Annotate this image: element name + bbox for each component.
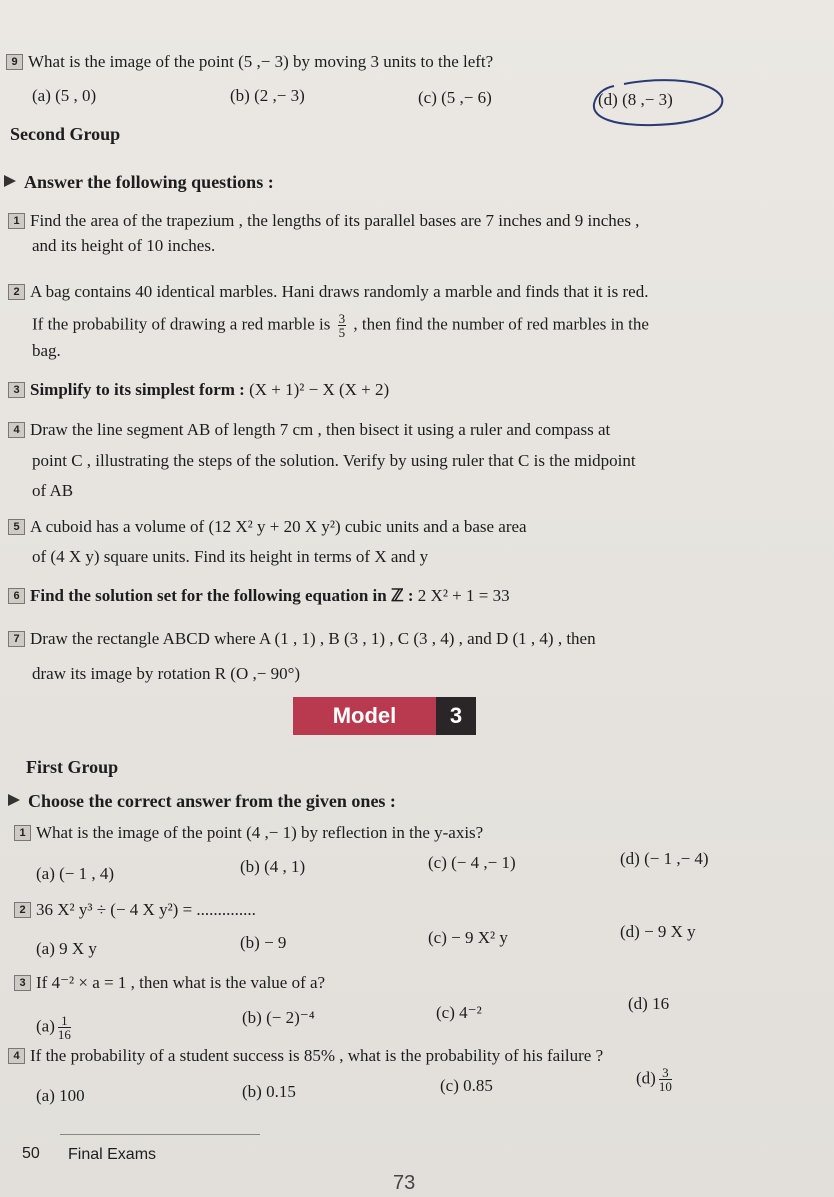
model-banner (293, 697, 476, 735)
question-text: A cuboid has a volume of (12 X² y + 20 X y²) cubic units and a base area (30, 517, 527, 536)
question-text: Draw the line segment AB of length 7 cm , then bisect it using a ruler and compass at (30, 420, 611, 439)
question-text: What is the image of the point (4 ,− 1) by reflection in the y-axis? (36, 823, 484, 842)
option-b: (b) 0.15 (242, 1082, 296, 1101)
question-9 (6, 52, 493, 72)
option-a: (a) $\frac{1}{16}$ (36, 1013, 71, 1042)
footer-divider (60, 1134, 260, 1135)
option-a: (a) (− 1 , 4) (36, 864, 115, 883)
question-text-cont: and its height of 10 inches. (32, 236, 216, 255)
question-text: If 4⁻² × a = 1 , then what is the value of a? (36, 973, 326, 992)
question-number: 2 (14, 902, 31, 918)
question-number: 5 (8, 519, 25, 535)
question-text-cont: If the probability of drawing a red marble is $\frac{3}{5}$ , then find the number of red marbles in the (32, 311, 649, 340)
bottom-page-number: 73 (393, 1172, 416, 1194)
arrow-icon (8, 794, 20, 806)
question-text: Draw the rectangle ABCD where A (1 , 1) , B (3 , 1) , C (3 , 4) , and D (1 , 4) , then (30, 629, 596, 648)
question-number: 1 (14, 825, 31, 841)
question-text-cont: point C , illustrating the steps of the solution. Verify by using ruler that C is the midpoint (32, 451, 636, 470)
question-text: Simplify to its simplest form : (30, 380, 245, 399)
option-a: (a) (5 , 0) (32, 86, 97, 105)
handwritten-circle-mark (584, 74, 729, 132)
question-text: If the probability of a student success is 85% , what is the probability of his failure ? (30, 1046, 604, 1065)
option-d: (d) 16 (628, 994, 670, 1013)
option-a: (a) 100 (36, 1086, 85, 1105)
question-f4 (8, 1046, 603, 1066)
question-number: 2 (8, 284, 25, 300)
section-heading: First Group (26, 757, 119, 777)
option-d: (d) − 9 X y (620, 922, 696, 941)
question-text: 36 X² y³ ÷ (− 4 X y²) = .............. (36, 900, 256, 919)
footer-page-number: 50 (22, 1145, 40, 1162)
model-label: Model (332, 703, 397, 728)
question-text: What is the image of the point (5 ,− 3) by moving 3 units to the left? (28, 52, 494, 71)
question-number: 4 (8, 422, 25, 438)
option-c: (c) (5 ,− 6) (418, 88, 492, 107)
question-s4 (8, 420, 610, 440)
option-b: (b) (4 , 1) (240, 857, 306, 876)
question-text-cont: of AB (32, 481, 74, 500)
section-heading: Second Group (10, 124, 121, 144)
question-s5 (8, 517, 527, 537)
option-b: (b) (2 ,− 3) (230, 86, 305, 105)
question-f3 (14, 973, 325, 993)
question-s2 (8, 282, 648, 302)
model-number: 3 (436, 697, 476, 735)
instruction: Choose the correct answer from the given ones : (8, 791, 396, 812)
question-number: 3 (8, 382, 25, 398)
footer-title: Final Exams (68, 1146, 157, 1163)
option-d: (d) (8 ,− 3) (598, 90, 673, 109)
question-s6 (8, 586, 510, 606)
question-f1 (14, 823, 483, 843)
question-number: 4 (8, 1048, 25, 1064)
question-number: 1 (8, 213, 25, 229)
fraction: $\frac{1}{16}$ (57, 1013, 71, 1042)
question-text: Find the area of the trapezium , the lengths of its parallel bases are 7 inches and 9 inches , (30, 211, 640, 230)
math-expression: 2 X² + 1 = 33 (417, 586, 510, 605)
fraction: $\frac{3}{5}$ (338, 311, 346, 340)
question-s1 (8, 211, 639, 231)
question-text: A bag contains 40 identical marbles. Hani draws randomly a marble and finds that it is red. (30, 282, 649, 301)
option-d: (d) (− 1 ,− 4) (620, 849, 709, 868)
math-expression: (X + 1)² − X (X + 2) (249, 380, 390, 399)
question-text-cont: bag. (32, 341, 61, 360)
option-b: (b) − 9 (240, 933, 287, 952)
option-d: (d) $\frac{3}{10}$ (636, 1065, 672, 1094)
option-c: (c) (− 4 ,− 1) (428, 853, 516, 872)
question-number: 7 (8, 631, 25, 647)
question-number: 3 (14, 975, 31, 991)
question-s7 (8, 629, 596, 649)
arrow-icon (4, 175, 16, 187)
option-c: (c) 0.85 (440, 1076, 493, 1095)
question-f2 (14, 900, 256, 920)
option-a: (a) 9 X y (36, 939, 97, 958)
option-c: (c) 4⁻² (436, 1003, 482, 1022)
fraction: $\frac{3}{10}$ (658, 1065, 672, 1094)
instruction: Answer the following questions : (4, 172, 274, 193)
question-text: Find the solution set for the following equation in ℤ : (30, 586, 414, 605)
question-text-cont: draw its image by rotation R (O ,− 90°) (32, 664, 301, 683)
question-s3 (8, 380, 389, 400)
option-b: (b) (− 2)⁻⁴ (242, 1008, 315, 1027)
question-number: 9 (6, 54, 23, 70)
option-c: (c) − 9 X² y (428, 928, 508, 947)
question-number: 6 (8, 588, 25, 604)
question-text-cont: of (4 X y) square units. Find its height in terms of X and y (32, 547, 429, 566)
